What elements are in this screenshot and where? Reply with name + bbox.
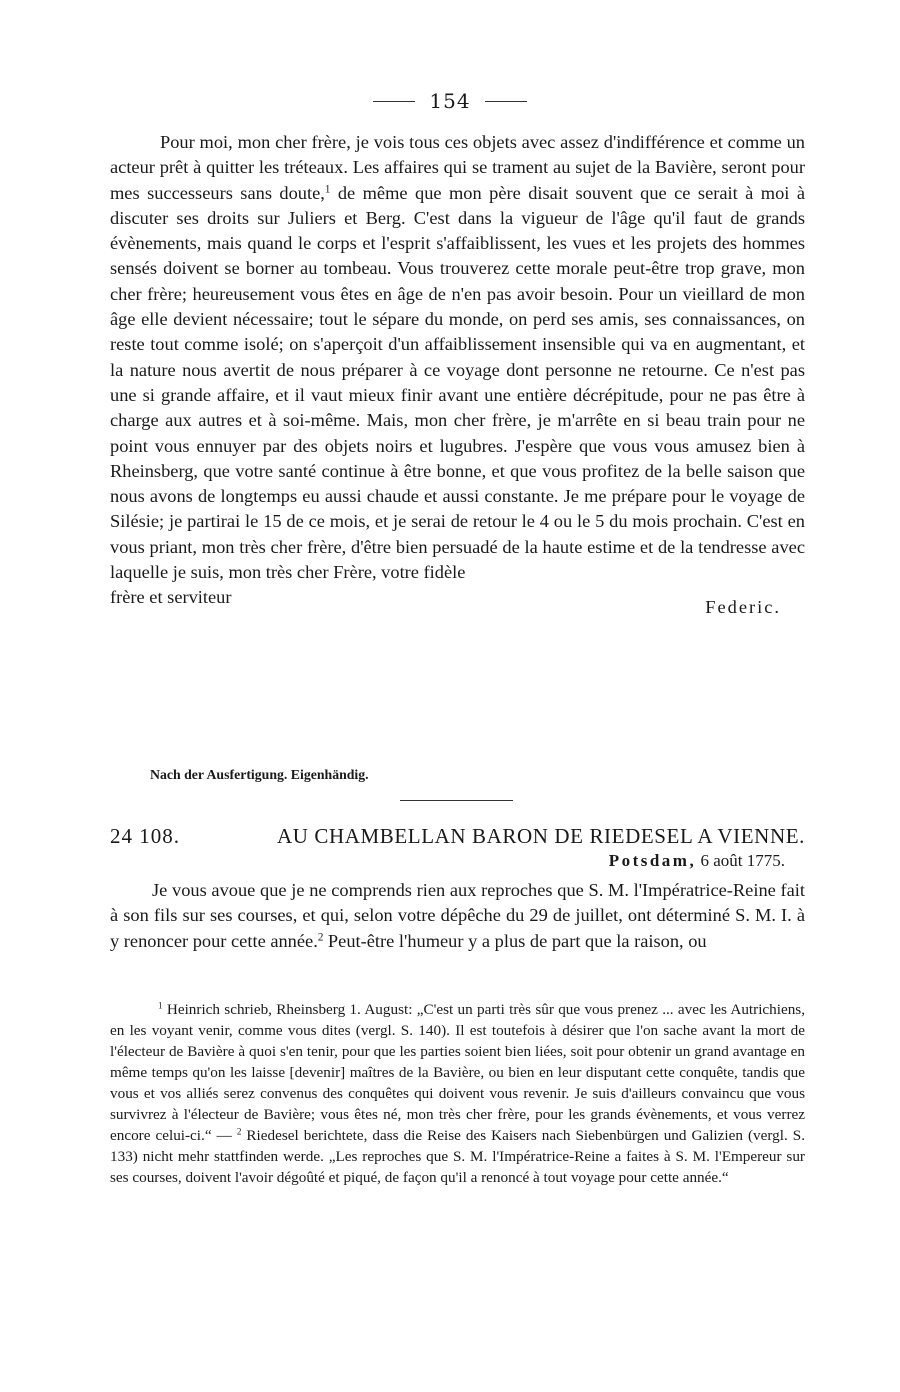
- letter2-heading: [110, 822, 805, 872]
- letter2-body: [110, 878, 805, 954]
- letter1-paragraph: [110, 130, 805, 585]
- footnote-block: [110, 999, 805, 1188]
- letter2-date: 6 août 1775.: [700, 851, 785, 870]
- letter1-signature: Federic.: [705, 596, 781, 617]
- letter1-closing: frère et serviteur: [110, 587, 232, 608]
- footnote-1-marker: 1: [158, 1000, 163, 1011]
- footnote-2-text: Riedesel berichtete, dass die Reise des Kaisers nach Siebenbürgen und Galizien (vergl. S. 133) nicht mehr stattfinden werde. „Les reproches que S. M. l'Impératrice-Reine a faites à S. M. l'Empereur sur ses courses, doivent l'avoir dégoûté et piqué, de façon qu'il a renoncé à tout voyage pour cette année.“: [110, 1127, 806, 1186]
- footnote-ref-1: 1: [324, 182, 331, 195]
- section-divider: [400, 800, 513, 801]
- footnote-ref-2: 2: [317, 930, 324, 943]
- footnotes: [110, 999, 805, 1188]
- letter1-text-rest: de même que mon père disait souvent que ce serait à moi à discuter ses droits sur Juliers et Berg. C'est dans la vigueur de l'âge qu'il faut de grands évènements, mais quand le corps et l'esprit s'affaiblissent, les vues et les projets des hommes sensés doivent se borner au tombeau. Vous trouverez cette morale peut-être trop grave, mon cher frère; heureusement vous êtes en âge de n'en pas avoir besoin. Pour un vieillard de mon âge elle devient nécessaire; tout le sépare du monde, on perd ses amis, ses connaissances, on reste tout comme isolé; on s'aperçoit d'un affaiblissement insensible qui va en augmentant, et la nature nous avertit de nous préparer à ce voyage dont personne ne retourne. Ce n'est pas une si grande affaire, et il vaut mieux finir avant une entière décrépitude, pour ne pas être à charge aux autres et à soi-même. Mais, mon cher frère, je m'arrête en si beau train pour ne point vous ennuyer par des objets noirs et lugubres. J'espère que vous vous amusez bien à Rheinsberg, que votre santé continue à être bonne, et que vous profitez de la belle saison que nous avons de longtemps eu aussi chaude et aussi constante. Je me prépare pour le voyage de Silésie; je partirai le 15 de ce mois, et je serai de retour le 4 ou le 5 du mois prochain. C'est en vous priant, mon très cher frère, d'être bien persuadé de la haute estime et de la tendresse avec laquelle je suis, mon très cher Frère, votre fidèle: [110, 182, 805, 583]
- header-rule-left: [373, 101, 415, 102]
- letter1-source-note: Nach der Ausfertigung. Eigenhändig.: [150, 767, 369, 782]
- letter2-place: Potsdam,: [608, 851, 697, 870]
- letter2-number: 24 108.: [110, 824, 180, 848]
- letter2-dateline: [110, 850, 805, 872]
- letter1-closing-line: [110, 585, 805, 610]
- letter1-body: [110, 130, 805, 636]
- page-number: 154: [429, 89, 471, 113]
- footnote-2-marker: 2: [236, 1126, 242, 1137]
- letter2-paragraph: [110, 878, 805, 954]
- letter2-heading-row: [110, 822, 805, 850]
- header-rule-right: [485, 101, 527, 102]
- letter2-text-start: Je vous avoue que je ne comprends rien aux reproches que S. M. l'Impératrice-Reine fait à son fils sur ses courses, et qui, selon votre dépêche du 29 de juillet, ont déterminé S. M. I. à y renoncer pour cette année.: [110, 880, 805, 951]
- letter1-text-start: Pour moi, mon cher frère, je vois tous ces objets avec assez d'indifférence et comme un acteur prêt à quitter les tréteaux. Les affaires qui se trament au sujet de la Bavière, seront pour mes successeurs sans doute,: [110, 132, 805, 203]
- letter2-text-rest: Peut-être l'humeur y a plus de part que la raison, ou: [323, 930, 707, 951]
- letter2-title: AU CHAMBELLAN BARON DE RIEDESEL A VIENNE.: [276, 824, 805, 848]
- page-header: [0, 86, 900, 116]
- footnote-1-text: Heinrich schrieb, Rheinsberg 1. August: „C'est un parti très sûr que vous prenez ... avec les Autrichiens, en les voyant venir, comme vous dites (vergl. S. 140). Il est toutefois à désirer que l'on sache avant la mort de l'électeur de Bavière à quoi s'en tenir, pour que les parties soient bien liées, soit pour obtenir un grand avantage en même temps qu'on les laisse [devenir] maîtres de la Bavière, ou bien en leur disputant cette conquête, tandis que vous et vos alliés serez convenus des conquêtes qui doivent vous revenir. Je suis d'ailleurs convaincu que vous survivrez à l'électeur de Bavière; vous êtes né, mon très cher frère, pour les grands évènements, et vous verrez encore celui-ci.“ —: [110, 1001, 806, 1144]
